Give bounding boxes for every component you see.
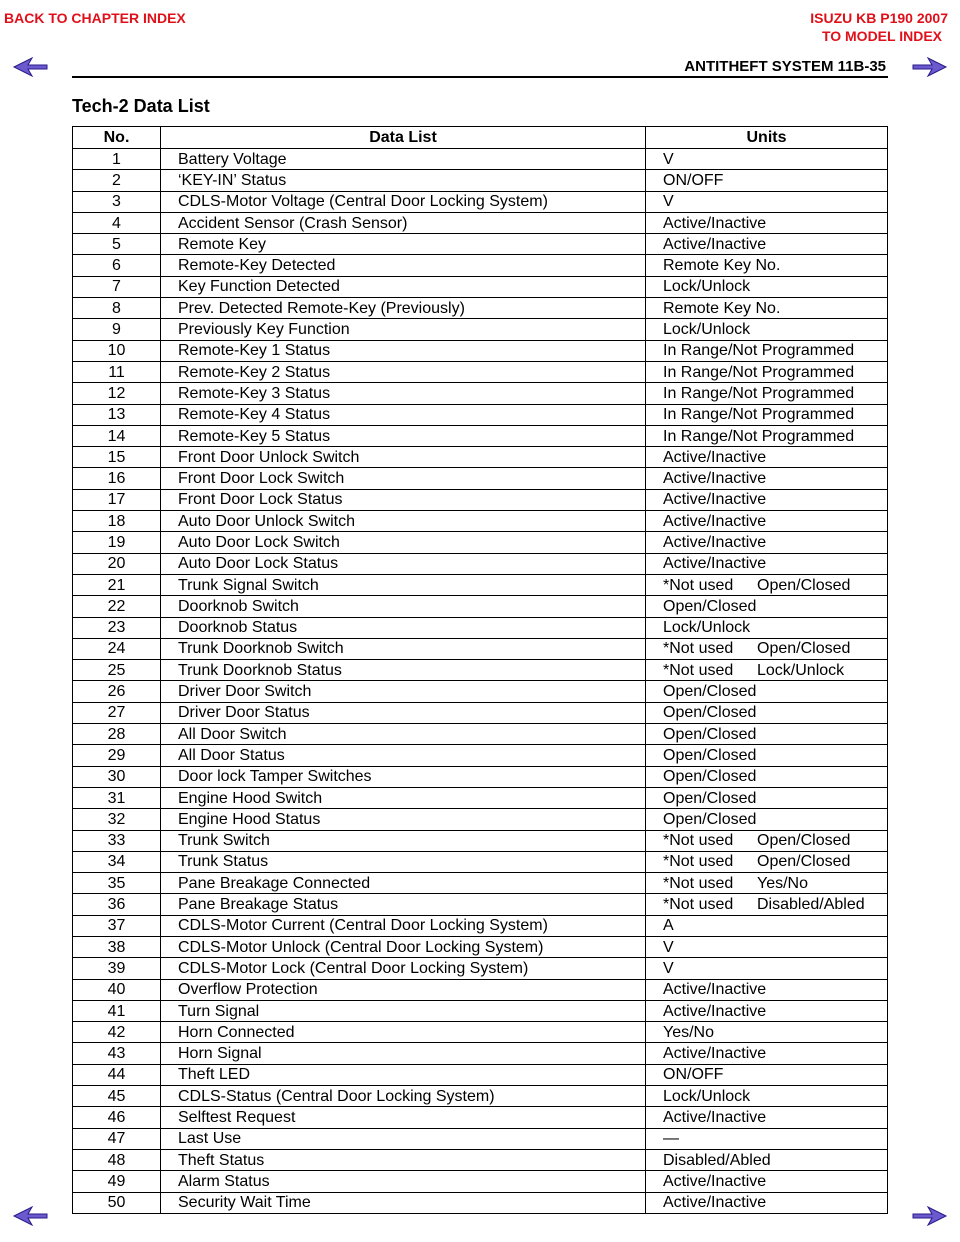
data-item-name: Overflow Protection bbox=[161, 979, 646, 1000]
data-item-units: In Range/Not Programmed bbox=[646, 361, 888, 382]
not-used-note: *Not used bbox=[663, 661, 734, 679]
row-number: 6 bbox=[73, 255, 161, 276]
table-row bbox=[73, 809, 888, 830]
data-item-name: ‘KEY-IN’ Status bbox=[161, 170, 646, 191]
table-row bbox=[73, 1000, 888, 1021]
data-item-name: Remote-Key 4 Status bbox=[161, 404, 646, 425]
page-title: Tech-2 Data List bbox=[72, 96, 210, 116]
row-number: 50 bbox=[73, 1192, 161, 1213]
data-item-units: Open/Closed bbox=[646, 724, 888, 745]
table-row bbox=[73, 234, 888, 255]
data-item-units bbox=[646, 660, 888, 681]
data-item-units bbox=[646, 894, 888, 915]
unit-value: Disabled/Abled bbox=[757, 896, 865, 914]
data-item-name: Engine Hood Switch bbox=[161, 787, 646, 808]
data-item-units: Open/Closed bbox=[646, 596, 888, 617]
row-number: 29 bbox=[73, 745, 161, 766]
table-row bbox=[73, 681, 888, 702]
data-item-units bbox=[646, 574, 888, 595]
row-number: 7 bbox=[73, 276, 161, 297]
data-item-name: Trunk Signal Switch bbox=[161, 574, 646, 595]
table-row bbox=[73, 851, 888, 872]
table-row bbox=[73, 298, 888, 319]
data-item-units: Active/Inactive bbox=[646, 234, 888, 255]
data-item-units: V bbox=[646, 958, 888, 979]
table-row bbox=[73, 212, 888, 233]
row-number: 4 bbox=[73, 212, 161, 233]
table-body bbox=[73, 149, 888, 1214]
row-number: 9 bbox=[73, 319, 161, 340]
row-number: 14 bbox=[73, 425, 161, 446]
data-item-name: Auto Door Unlock Switch bbox=[161, 511, 646, 532]
row-number: 25 bbox=[73, 660, 161, 681]
data-item-name: All Door Status bbox=[161, 745, 646, 766]
table-row bbox=[73, 724, 888, 745]
table-header-row bbox=[73, 127, 888, 149]
unit-value: Open/Closed bbox=[757, 853, 851, 871]
data-item-units: Active/Inactive bbox=[646, 1043, 888, 1064]
data-item-name: Battery Voltage bbox=[161, 149, 646, 170]
next-page-arrow-icon[interactable] bbox=[912, 1206, 948, 1226]
table-row bbox=[73, 830, 888, 851]
unit-value: Yes/No bbox=[757, 874, 808, 892]
previous-page-arrow-icon[interactable] bbox=[12, 1206, 48, 1226]
table-row bbox=[73, 1064, 888, 1085]
data-item-name: Remote Key bbox=[161, 234, 646, 255]
data-item-units: ON/OFF bbox=[646, 170, 888, 191]
table-row bbox=[73, 596, 888, 617]
row-number: 11 bbox=[73, 361, 161, 382]
data-item-units bbox=[646, 873, 888, 894]
table-row bbox=[73, 1192, 888, 1213]
data-item-units: Active/Inactive bbox=[646, 1000, 888, 1021]
row-number: 46 bbox=[73, 1107, 161, 1128]
data-item-units: Lock/Unlock bbox=[646, 276, 888, 297]
table-row bbox=[73, 383, 888, 404]
row-number: 31 bbox=[73, 787, 161, 808]
table-row bbox=[73, 660, 888, 681]
row-number: 33 bbox=[73, 830, 161, 851]
model-index-link[interactable]: TO MODEL INDEX bbox=[821, 28, 942, 44]
table-row bbox=[73, 361, 888, 382]
row-number: 21 bbox=[73, 574, 161, 595]
data-item-units: Lock/Unlock bbox=[646, 319, 888, 340]
section-title: ANTITHEFT SYSTEM 11B-35 bbox=[684, 58, 886, 75]
row-number: 36 bbox=[73, 894, 161, 915]
table-row bbox=[73, 958, 888, 979]
data-item-units: Disabled/Abled bbox=[646, 1149, 888, 1170]
table-row bbox=[73, 191, 888, 212]
table-row bbox=[73, 936, 888, 957]
data-item-name: CDLS-Motor Unlock (Central Door Locking System) bbox=[161, 936, 646, 957]
data-item-name: Selftest Request bbox=[161, 1107, 646, 1128]
data-item-units: Active/Inactive bbox=[646, 447, 888, 468]
row-number: 16 bbox=[73, 468, 161, 489]
data-item-units: V bbox=[646, 936, 888, 957]
row-number: 5 bbox=[73, 234, 161, 255]
data-item-name: Last Use bbox=[161, 1128, 646, 1149]
data-item-units: V bbox=[646, 149, 888, 170]
row-number: 44 bbox=[73, 1064, 161, 1085]
data-item-name: CDLS-Motor Current (Central Door Locking System) bbox=[161, 915, 646, 936]
data-item-units: In Range/Not Programmed bbox=[646, 340, 888, 361]
data-item-name: Key Function Detected bbox=[161, 276, 646, 297]
not-used-note: *Not used bbox=[663, 640, 734, 658]
row-number: 17 bbox=[73, 489, 161, 510]
previous-page-arrow-icon[interactable] bbox=[12, 57, 48, 77]
data-item-units: Active/Inactive bbox=[646, 468, 888, 489]
row-number: 35 bbox=[73, 873, 161, 894]
table-row bbox=[73, 915, 888, 936]
table-row bbox=[73, 404, 888, 425]
next-page-arrow-icon[interactable] bbox=[912, 57, 948, 77]
data-item-units: Yes/No bbox=[646, 1022, 888, 1043]
model-index-link-title[interactable]: ISUZU KB P190 2007 bbox=[810, 10, 948, 26]
not-used-note: *Not used bbox=[663, 576, 734, 594]
table-row bbox=[73, 873, 888, 894]
row-number: 42 bbox=[73, 1022, 161, 1043]
column-header-units: Units bbox=[646, 127, 888, 149]
data-item-name: Front Door Unlock Switch bbox=[161, 447, 646, 468]
data-item-name: Accident Sensor (Crash Sensor) bbox=[161, 212, 646, 233]
data-item-units: Open/Closed bbox=[646, 787, 888, 808]
data-item-units: In Range/Not Programmed bbox=[646, 383, 888, 404]
unit-value: Open/Closed bbox=[757, 832, 851, 850]
data-item-units: Open/Closed bbox=[646, 766, 888, 787]
data-item-units: Active/Inactive bbox=[646, 1171, 888, 1192]
data-item-name: Driver Door Status bbox=[161, 702, 646, 723]
data-item-name: Remote-Key Detected bbox=[161, 255, 646, 276]
row-number: 15 bbox=[73, 447, 161, 468]
data-item-name: Trunk Doorknob Switch bbox=[161, 638, 646, 659]
data-item-units: In Range/Not Programmed bbox=[646, 425, 888, 446]
data-item-units: Lock/Unlock bbox=[646, 1086, 888, 1107]
data-item-units: Remote Key No. bbox=[646, 255, 888, 276]
not-used-note: *Not used bbox=[663, 832, 734, 850]
data-item-name: Previously Key Function bbox=[161, 319, 646, 340]
data-item-units: Remote Key No. bbox=[646, 298, 888, 319]
table-row bbox=[73, 787, 888, 808]
data-item-units: Active/Inactive bbox=[646, 1192, 888, 1213]
row-number: 1 bbox=[73, 149, 161, 170]
row-number: 38 bbox=[73, 936, 161, 957]
data-item-name: Remote-Key 3 Status bbox=[161, 383, 646, 404]
table-row bbox=[73, 468, 888, 489]
data-item-units: Active/Inactive bbox=[646, 489, 888, 510]
data-item-units: In Range/Not Programmed bbox=[646, 404, 888, 425]
table-row bbox=[73, 149, 888, 170]
data-item-units: Active/Inactive bbox=[646, 979, 888, 1000]
tech2-data-table bbox=[72, 126, 888, 1214]
row-number: 49 bbox=[73, 1171, 161, 1192]
row-number: 32 bbox=[73, 809, 161, 830]
data-item-name: Remote-Key 5 Status bbox=[161, 425, 646, 446]
row-number: 43 bbox=[73, 1043, 161, 1064]
table-row bbox=[73, 1128, 888, 1149]
data-item-units: Active/Inactive bbox=[646, 553, 888, 574]
data-item-name: CDLS-Status (Central Door Locking System) bbox=[161, 1086, 646, 1107]
table-row bbox=[73, 170, 888, 191]
data-item-name: Theft Status bbox=[161, 1149, 646, 1170]
row-number: 26 bbox=[73, 681, 161, 702]
data-item-units bbox=[646, 638, 888, 659]
row-number: 47 bbox=[73, 1128, 161, 1149]
row-number: 3 bbox=[73, 191, 161, 212]
table-row bbox=[73, 1171, 888, 1192]
row-number: 41 bbox=[73, 1000, 161, 1021]
data-item-name: Trunk Doorknob Status bbox=[161, 660, 646, 681]
table-row bbox=[73, 574, 888, 595]
row-number: 48 bbox=[73, 1149, 161, 1170]
table-row bbox=[73, 511, 888, 532]
data-item-units: V bbox=[646, 191, 888, 212]
data-item-units: A bbox=[646, 915, 888, 936]
table-row bbox=[73, 319, 888, 340]
row-number: 19 bbox=[73, 532, 161, 553]
row-number: 10 bbox=[73, 340, 161, 361]
data-item-units: — bbox=[646, 1128, 888, 1149]
table-row bbox=[73, 425, 888, 446]
table-row bbox=[73, 489, 888, 510]
row-number: 22 bbox=[73, 596, 161, 617]
row-number: 37 bbox=[73, 915, 161, 936]
not-used-note: *Not used bbox=[663, 896, 734, 914]
data-item-name: Trunk Switch bbox=[161, 830, 646, 851]
data-item-name: All Door Switch bbox=[161, 724, 646, 745]
data-item-units: Active/Inactive bbox=[646, 212, 888, 233]
data-item-units bbox=[646, 851, 888, 872]
column-header-no: No. bbox=[73, 127, 161, 149]
data-item-name: Horn Connected bbox=[161, 1022, 646, 1043]
data-item-name: Doorknob Status bbox=[161, 617, 646, 638]
back-to-chapter-index-link[interactable]: BACK TO CHAPTER INDEX bbox=[4, 10, 186, 26]
table-row bbox=[73, 1043, 888, 1064]
table-row bbox=[73, 894, 888, 915]
table-row bbox=[73, 702, 888, 723]
not-used-note: *Not used bbox=[663, 874, 734, 892]
not-used-note: *Not used bbox=[663, 853, 734, 871]
row-number: 45 bbox=[73, 1086, 161, 1107]
data-item-name: Doorknob Switch bbox=[161, 596, 646, 617]
table-row bbox=[73, 532, 888, 553]
unit-value: Open/Closed bbox=[757, 576, 851, 594]
data-item-units: Open/Closed bbox=[646, 809, 888, 830]
row-number: 28 bbox=[73, 724, 161, 745]
row-number: 39 bbox=[73, 958, 161, 979]
row-number: 27 bbox=[73, 702, 161, 723]
data-item-name: Engine Hood Status bbox=[161, 809, 646, 830]
table-row bbox=[73, 638, 888, 659]
data-item-name: Remote-Key 1 Status bbox=[161, 340, 646, 361]
data-item-name: Theft LED bbox=[161, 1064, 646, 1085]
column-header-data-list: Data List bbox=[161, 127, 646, 149]
data-item-units bbox=[646, 830, 888, 851]
table-row bbox=[73, 745, 888, 766]
row-number: 2 bbox=[73, 170, 161, 191]
header-rule bbox=[72, 76, 888, 78]
data-item-name: Pane Breakage Connected bbox=[161, 873, 646, 894]
data-item-name: Door lock Tamper Switches bbox=[161, 766, 646, 787]
row-number: 20 bbox=[73, 553, 161, 574]
unit-value: Lock/Unlock bbox=[757, 661, 845, 679]
data-item-units: Active/Inactive bbox=[646, 1107, 888, 1128]
data-item-name: Prev. Detected Remote-Key (Previously) bbox=[161, 298, 646, 319]
data-item-name: Alarm Status bbox=[161, 1171, 646, 1192]
table-row bbox=[73, 340, 888, 361]
data-item-units: Open/Closed bbox=[646, 702, 888, 723]
data-item-units: Active/Inactive bbox=[646, 532, 888, 553]
row-number: 18 bbox=[73, 511, 161, 532]
table-row bbox=[73, 553, 888, 574]
table-row bbox=[73, 255, 888, 276]
data-item-name: CDLS-Motor Lock (Central Door Locking System) bbox=[161, 958, 646, 979]
data-item-name: Front Door Lock Status bbox=[161, 489, 646, 510]
row-number: 40 bbox=[73, 979, 161, 1000]
table-row bbox=[73, 617, 888, 638]
table-row bbox=[73, 1107, 888, 1128]
data-item-units: ON/OFF bbox=[646, 1064, 888, 1085]
data-item-name: Remote-Key 2 Status bbox=[161, 361, 646, 382]
row-number: 24 bbox=[73, 638, 161, 659]
data-item-units: Open/Closed bbox=[646, 681, 888, 702]
data-item-name: Front Door Lock Switch bbox=[161, 468, 646, 489]
data-item-units: Active/Inactive bbox=[646, 511, 888, 532]
data-item-name: Driver Door Switch bbox=[161, 681, 646, 702]
table-row bbox=[73, 447, 888, 468]
table-row bbox=[73, 1022, 888, 1043]
row-number: 30 bbox=[73, 766, 161, 787]
table-row bbox=[73, 1149, 888, 1170]
data-item-units: Lock/Unlock bbox=[646, 617, 888, 638]
table-row bbox=[73, 1086, 888, 1107]
data-item-name: Pane Breakage Status bbox=[161, 894, 646, 915]
row-number: 8 bbox=[73, 298, 161, 319]
data-item-name: Auto Door Lock Switch bbox=[161, 532, 646, 553]
unit-value: Open/Closed bbox=[757, 640, 851, 658]
row-number: 23 bbox=[73, 617, 161, 638]
data-item-units: Open/Closed bbox=[646, 745, 888, 766]
data-item-name: CDLS-Motor Voltage (Central Door Locking System) bbox=[161, 191, 646, 212]
data-item-name: Horn Signal bbox=[161, 1043, 646, 1064]
row-number: 12 bbox=[73, 383, 161, 404]
data-item-name: Turn Signal bbox=[161, 1000, 646, 1021]
table-row bbox=[73, 766, 888, 787]
row-number: 34 bbox=[73, 851, 161, 872]
data-item-name: Trunk Status bbox=[161, 851, 646, 872]
table-row bbox=[73, 276, 888, 297]
data-item-name: Auto Door Lock Status bbox=[161, 553, 646, 574]
row-number: 13 bbox=[73, 404, 161, 425]
table-row bbox=[73, 979, 888, 1000]
data-item-name: Security Wait Time bbox=[161, 1192, 646, 1213]
